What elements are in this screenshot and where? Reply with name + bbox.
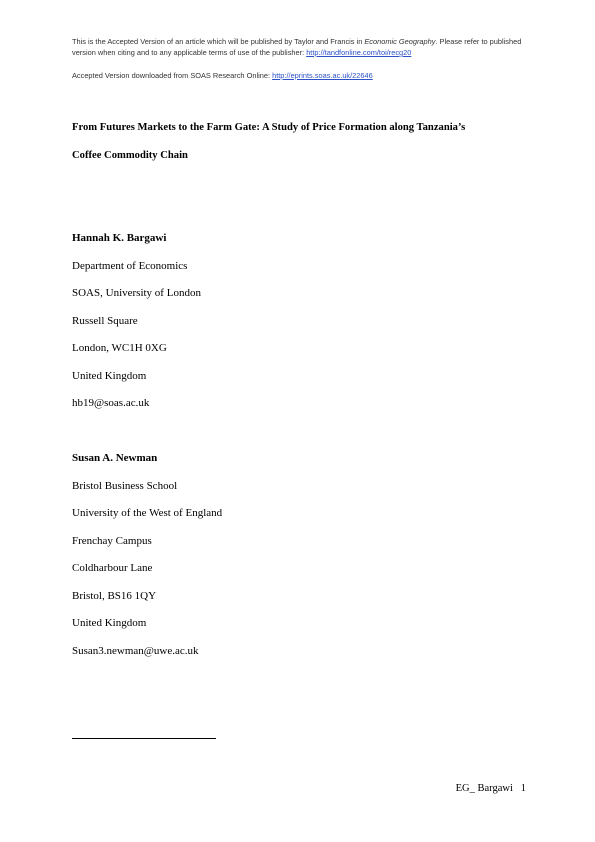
paper-title-line-2: Coffee Commodity Chain bbox=[72, 150, 188, 161]
publisher-link[interactable]: http://tandfonline.com/toi/recg20 bbox=[306, 48, 412, 57]
affiliation-line: Russell Square bbox=[72, 314, 138, 327]
affiliation-line: Frenchay Campus bbox=[72, 534, 152, 547]
affiliation-line: Bristol Business School bbox=[72, 479, 178, 492]
affiliation-line: University of the West of England bbox=[72, 507, 223, 519]
publication-notice bbox=[72, 36, 532, 58]
page-footer bbox=[446, 782, 526, 796]
notice-text-suffix: . Please refer to published version when citing and to any applicable terms of use of the publisher: bbox=[72, 37, 522, 57]
notice-text-prefix: This is the Accepted Version of an article which will be published by Taylor and Francis in bbox=[72, 37, 365, 46]
author-name: Susan A. Newman bbox=[72, 452, 158, 464]
affiliation-line: United Kingdom bbox=[72, 617, 147, 629]
affiliation-line: SOAS, University of London bbox=[72, 287, 201, 299]
affiliation-line: London, WC1H 0XG bbox=[72, 342, 167, 354]
author-email: Susan3.newman@uwe.ac.uk bbox=[72, 644, 199, 657]
author-block-newman bbox=[72, 451, 512, 671]
author-block-bargawi bbox=[72, 231, 512, 424]
footnote-divider bbox=[72, 738, 216, 739]
journal-name: Economic Geography bbox=[364, 37, 436, 46]
affiliation-line: Coldharbour Lane bbox=[72, 562, 153, 574]
eprints-link[interactable]: http://eprints.soas.ac.uk/22646 bbox=[272, 71, 373, 80]
author-email: hb19@soas.ac.uk bbox=[72, 397, 150, 409]
author-name: Hannah K. Bargawi bbox=[72, 232, 167, 244]
running-head: EG_ Bargawi bbox=[455, 783, 513, 794]
affiliation-line: Department of Economics bbox=[72, 259, 188, 272]
page-number: 1 bbox=[520, 783, 526, 794]
download-text: Accepted Version downloaded from SOAS Research Online: bbox=[72, 71, 273, 80]
affiliation-line: Bristol, BS16 1QY bbox=[72, 589, 157, 602]
affiliation-line: United Kingdom bbox=[72, 369, 147, 382]
download-notice bbox=[72, 70, 532, 81]
paper-title-line-1: From Futures Markets to the Farm Gate: A Study of Price Formation along Tanzania’s bbox=[72, 122, 466, 133]
